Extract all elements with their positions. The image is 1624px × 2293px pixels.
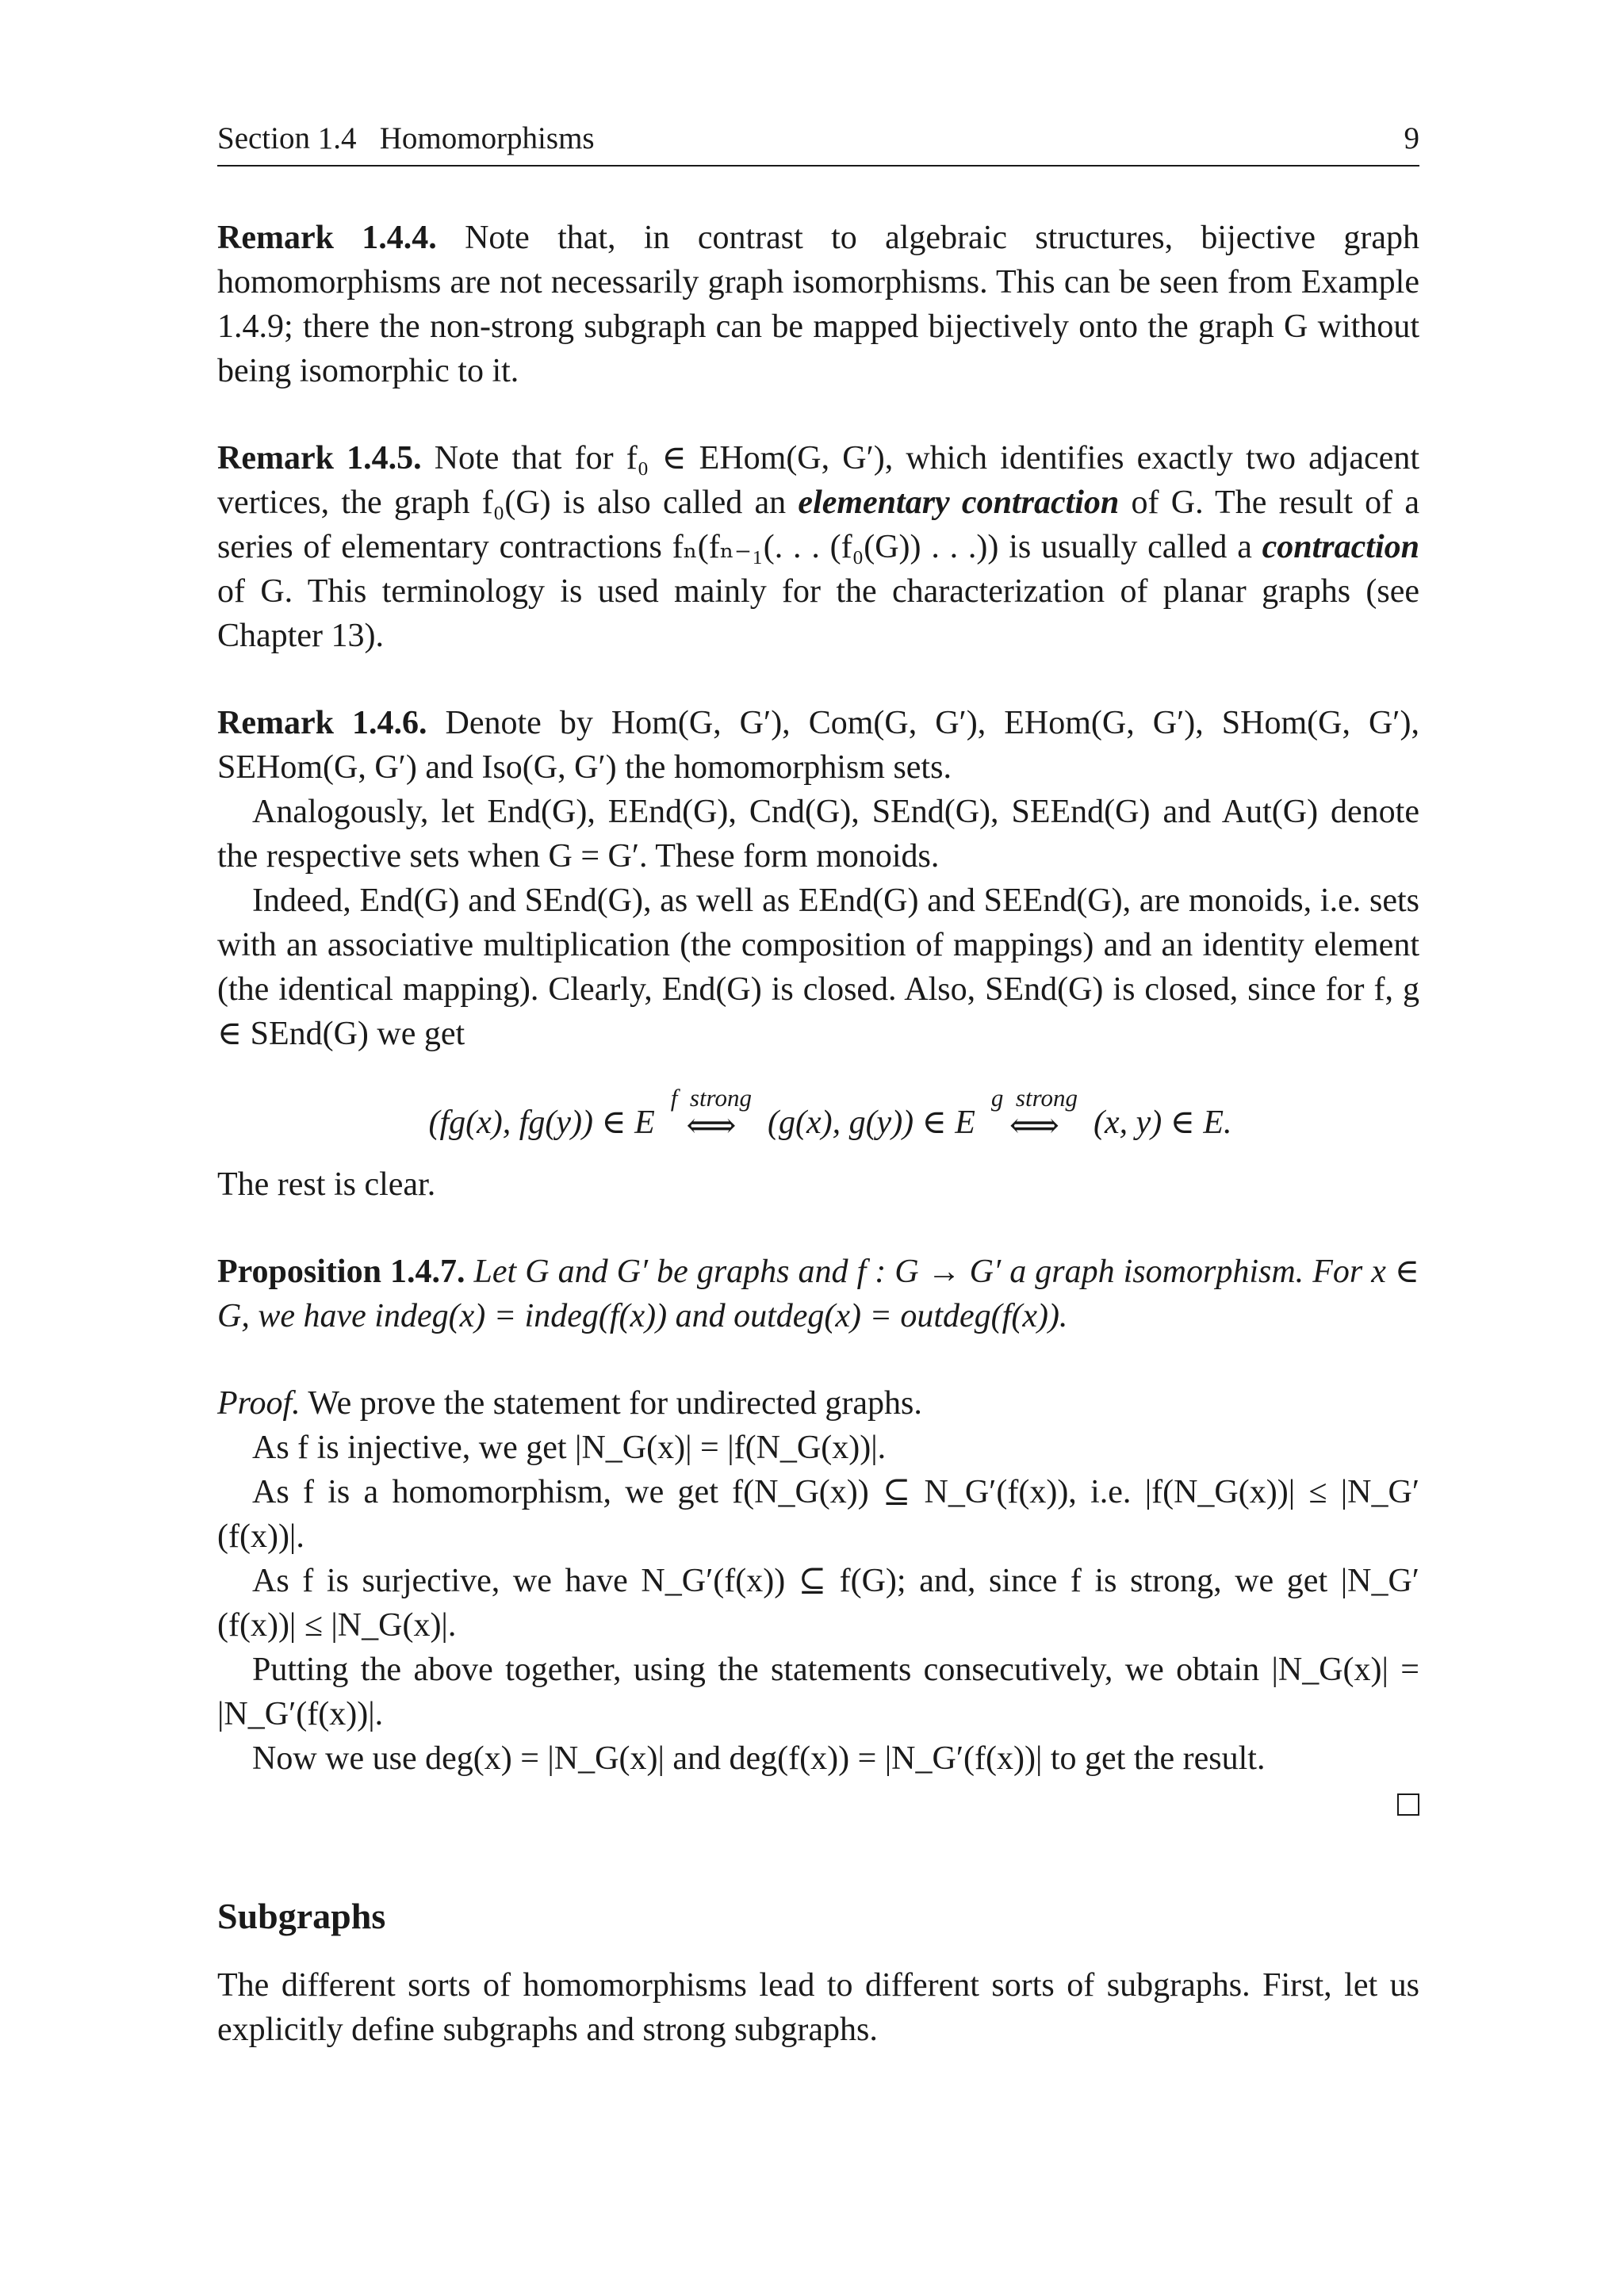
section-title: Subgraphs [217, 1896, 386, 1936]
page-number: 9 [1404, 121, 1419, 155]
proof-step: As f is surjective, we have N_G′(f(x)) ⊆ f(G); and, since f is strong, we get |N_G′(f(x))| ≤ |N_G(x)|. [217, 1563, 1419, 1644]
remark-paragraph: Indeed, End(G) and SEnd(G), as well as EEnd(G) and SEEnd(G), are monoids, i.e. sets with an associative multiplication (the composition of mappings) and an identity element (the identical mapping). Clearly, End(G) is closed. Also, SEnd(G) is closed, since for f, g ∈ SEnd(G) we get [217, 882, 1419, 1052]
remark-closing: The rest is clear. [217, 1166, 436, 1203]
remark-text: of G. The result of a series of elementary contractions fₙ(fₙ₋₁(. . . (f₀(G)) . . .)) is usually called a [217, 484, 1419, 565]
long-double-arrow-icon: ⟺ [686, 1105, 737, 1146]
proof-step: Now we use deg(x) = |N_G(x)| and deg(f(x)) = |N_G′(f(x))| to get the result. [252, 1740, 1266, 1777]
remark-text: Note that for f₀ ∈ EHom(G, G′), which identifies exactly two adjacent vertices, the graph f₀(G) is also called an [217, 440, 1419, 521]
remark-1-4-4 [217, 216, 1419, 393]
section-header: Section 1.4 Homomorphisms [217, 121, 595, 155]
arrow-label: g strong [990, 1084, 1078, 1112]
proof-label: Proof. [217, 1385, 301, 1422]
long-double-arrow-icon: ⟺ [1009, 1105, 1059, 1146]
equation-left: (fg(x), fg(y)) ∈ E [428, 1104, 655, 1141]
proof-step: As f is a homomorphism, we get f(N_G(x)) ⊆ N_G′(f(x)), i.e. |f(N_G(x))| ≤ |N_G′(f(x))|. [217, 1474, 1419, 1555]
remark-heading: Remark 1.4.4. [217, 220, 437, 256]
arrow-label: f strong [670, 1084, 752, 1112]
proof-step: Putting the above together, using the statements consecutively, we obtain |N_G(x)| = |N_G′(f(x))|. [217, 1652, 1419, 1732]
equation-right: (x, y) ∈ E. [1094, 1104, 1232, 1141]
remark-text: Note that, in contrast to algebraic structures, bijective graph homomorphisms are not necessarily graph isomorphisms. This can be seen from Example 1.4.9; there the non-strong subgraph can be mapped bijectively onto the graph G without being isomorphic to it. [217, 220, 1419, 389]
remark-heading: Remark 1.4.6. [217, 705, 427, 741]
proof-step: As f is injective, we get |N_G(x)| = |f(N_G(x))|. [252, 1430, 887, 1466]
remark-paragraph: Analogously, let End(G), EEnd(G), Cnd(G), SEnd(G), SEEnd(G) and Aut(G) denote the respective sets when G = G′. These form monoids. [217, 794, 1419, 875]
display-equation [217, 1077, 1419, 1145]
proof-text: We prove the statement for undirected graphs. [300, 1385, 922, 1422]
proof-intro [217, 1381, 1419, 1426]
section-text: The different sorts of homomorphisms lead to different sorts of subgraphs. First, let us explicitly define subgraphs and strong subgraphs. [217, 1967, 1419, 2048]
running-head [217, 119, 1419, 167]
equivalence-arrow [990, 1084, 1078, 1146]
remark-text: Denote by Hom(G, G′), Com(G, G′), EHom(G, G′), SHom(G, G′), SEHom(G, G′) and Iso(G, G′) the homomorphism sets. [217, 705, 1419, 786]
proposition-1-4-7 [217, 1250, 1419, 1338]
proposition-heading: Proposition 1.4.7. [217, 1254, 465, 1290]
remark-1-4-6 [217, 701, 1419, 790]
qed-square-icon [1397, 1793, 1419, 1816]
equivalence-arrow [670, 1084, 752, 1146]
remark-text: of G. This terminology is used mainly for the characterization of planar graphs (see Chapter 13). [217, 573, 1419, 654]
book-page [217, 119, 1419, 2052]
remark-1-4-5 [217, 436, 1419, 658]
term-contraction: contraction [1262, 529, 1419, 565]
remark-heading: Remark 1.4.5. [217, 440, 422, 477]
qed-row [217, 1781, 1419, 1825]
equation-middle: (g(x), g(y)) ∈ E [767, 1104, 975, 1141]
proposition-text: Let G and G′ be graphs and f : G → G′ a graph isomorphism. For x ∈ G, we have indeg(x) = indeg(f(x)) and outdeg(x) = outdeg(f(x)). [217, 1254, 1419, 1334]
term-elementary-contraction: elementary contraction [798, 484, 1120, 521]
